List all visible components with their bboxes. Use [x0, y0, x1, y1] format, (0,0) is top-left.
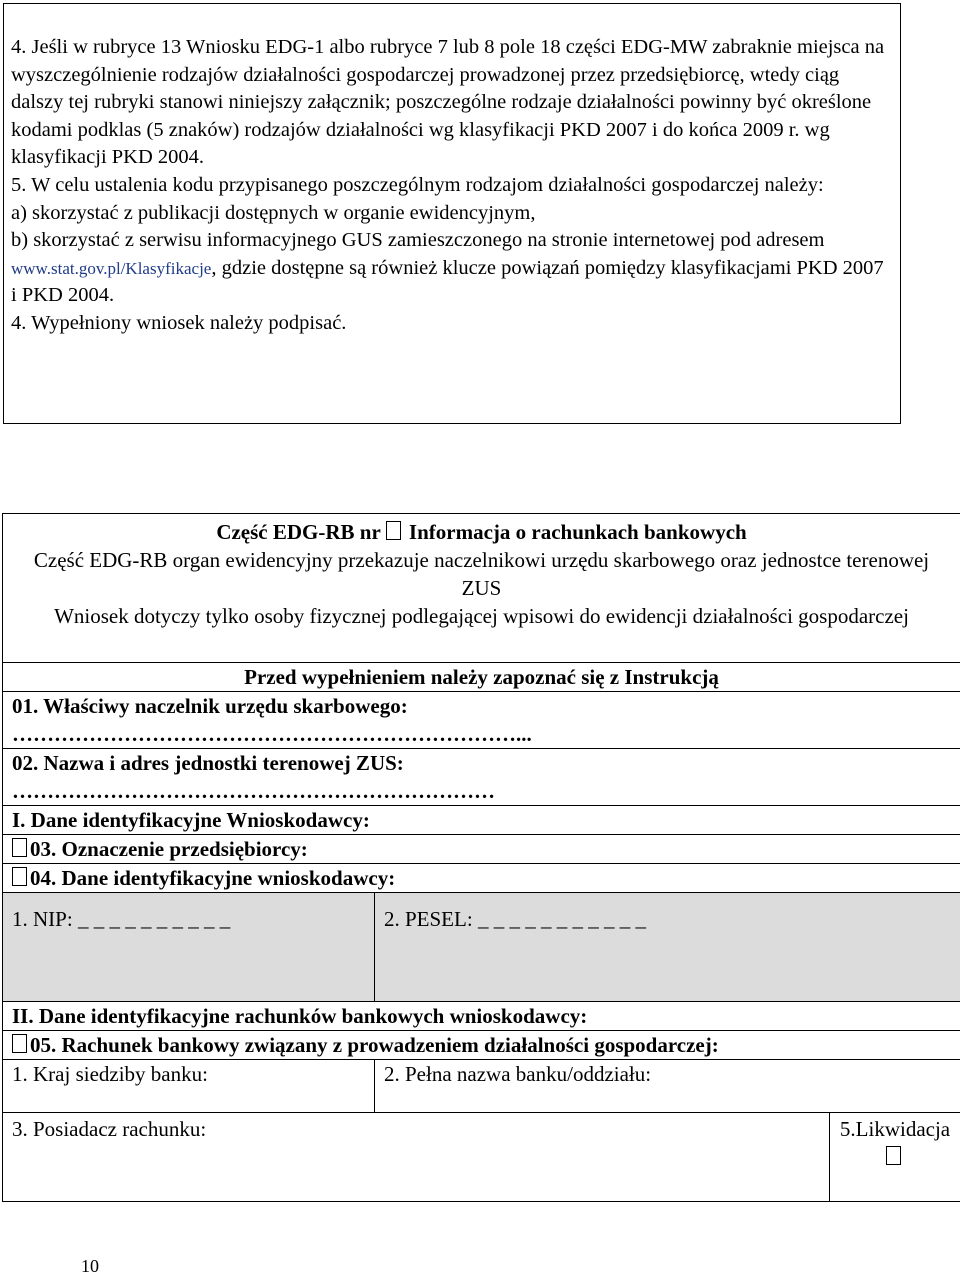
field-04: 04. Dane identyfikacyjne wnioskodawcy:: [3, 864, 960, 893]
pesel-field[interactable]: 2. PESEL: _ _ _ _ _ _ _ _ _ _ _: [375, 893, 960, 1002]
section-2-title: II. Dane identyfikacyjne rachunków bankowych wnioskodawcy:: [3, 1002, 960, 1031]
page-number: 10: [81, 1256, 99, 1276]
checkbox-icon: [12, 867, 27, 886]
checkbox-icon: [386, 521, 401, 540]
bank-name-field[interactable]: 2. Pełna nazwa banku/oddziału:: [375, 1060, 960, 1113]
form-title: Część EDG-RB nr Informacja o rachunkach bankowych: [216, 520, 747, 544]
field-02-dots: ……………………………………………………………: [12, 779, 495, 803]
owner-field[interactable]: 3. Posiadacz rachunku:: [3, 1113, 830, 1202]
instructions-box: [3, 3, 901, 424]
field-01[interactable]: [3, 692, 960, 749]
field-02-label: 02. Nazwa i adres jednostki terenowej ZUS:: [12, 751, 404, 775]
form-desc-2: Wniosek dotyczy tylko osoby fizycznej podlegającej wpisowi do ewidencji działalności gospodarczej: [54, 604, 909, 628]
checkbox-icon: [12, 1034, 27, 1053]
checkbox-icon[interactable]: [886, 1146, 901, 1165]
instruction-4b: 4. Wypełniony wniosek należy podpisać.: [11, 311, 347, 334]
edg-rb-form: [2, 513, 960, 1202]
field-01-label: 01. Właściwy naczelnik urzędu skarbowego:: [12, 694, 408, 718]
field-01-dots: ………………………………………………………………...: [12, 722, 532, 746]
liquidation-field[interactable]: 5.Likwidacja: [830, 1113, 960, 1202]
bank-country-field[interactable]: 1. Kraj siedziby banku:: [3, 1060, 375, 1113]
field-02[interactable]: [3, 749, 960, 806]
section-1-title: I. Dane identyfikacyjne Wnioskodawcy:: [3, 806, 960, 835]
gus-link[interactable]: www.stat.gov.pl/Klasyfikacje: [11, 258, 212, 278]
field-03: 03. Oznaczenie przedsiębiorcy:: [3, 835, 960, 864]
nip-field[interactable]: 1. NIP: _ _ _ _ _ _ _ _ _ _: [3, 893, 375, 1002]
instruction-4a: 4. Jeśli w rubryce 13 Wniosku EDG-1 albo rubryce 7 lub 8 pole 18 części EDG-MW zabraknie miejsca na wyszczególnienie rodzajów działalności gospodarczej prowadzonej przez przedsiębiorcę, wtedy ciąg dalszy tej rubryki stanowi niniejszy załącznik; poszczególne rodzaje działalności powinny być określone kodami podklas (5 znaków) rodzajów działalności wg klasyfikacji PKD 2007 i do końca 2009 r. wg klasyfikacji PKD 2004.: [11, 36, 885, 169]
field-05: 05. Rachunek bankowy związany z prowadzeniem działalności gospodarczej:: [3, 1031, 960, 1060]
instruction-5: 5. W celu ustalenia kodu przypisanego poszczególnym rodzajom działalności gospodarczej należy:: [11, 173, 824, 196]
checkbox-icon: [12, 838, 27, 857]
form-desc-1: Część EDG-RB organ ewidencyjny przekazuje naczelnikowi urzędu skarbowego oraz jednostce terenowej ZUS: [33, 548, 930, 600]
form-header: [3, 514, 960, 663]
instruction-5b: b) skorzystać z serwisu informacyjnego GUS zamieszczonego na stronie internetowej pod adresem www.stat.gov.pl/Klasyfikacje, gdzie dostępne są również klucze powiązań pomiędzy klasyfikacjami PKD 2007 i PKD 2004.: [11, 229, 884, 307]
instruction-notice: Przed wypełnieniem należy zapoznać się z Instrukcją: [3, 663, 960, 692]
instruction-5a: a) skorzystać z publikacji dostępnych w organie ewidencyjnym,: [11, 201, 536, 224]
